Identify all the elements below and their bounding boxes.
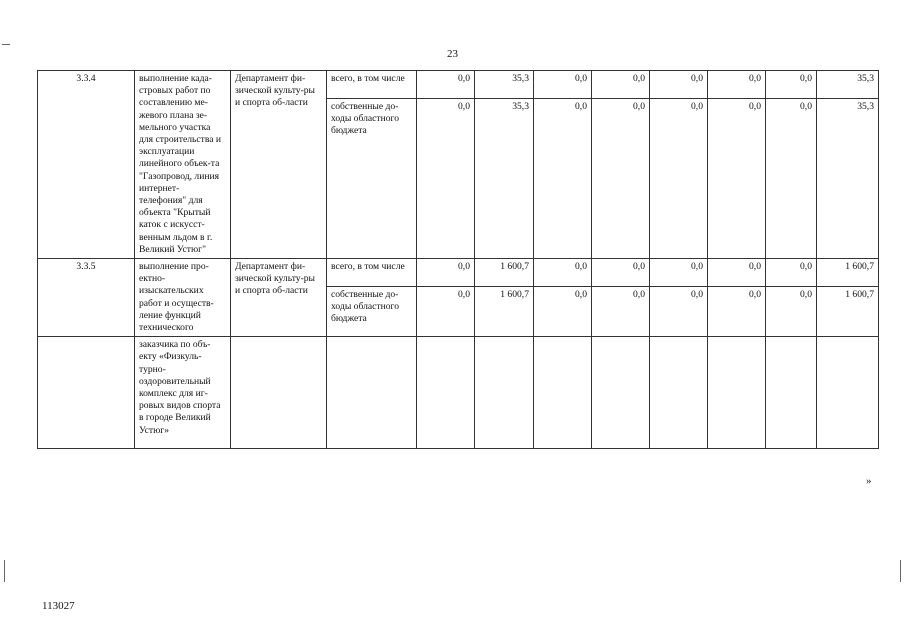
- row-executor: Департамент фи-зической культу-ры и спорта об-ласти: [231, 71, 327, 259]
- value-cell: 0,0: [708, 259, 766, 287]
- value-cell: 1 600,7: [817, 287, 879, 337]
- row-code: 3.3.5: [38, 259, 135, 337]
- value-cell: 35,3: [817, 71, 879, 99]
- value-cell: 0,0: [708, 99, 766, 259]
- table-row: [38, 71, 879, 99]
- funding-source: всего, в том числе: [327, 259, 417, 287]
- row-description-continuation: заказчика по объ-екту «Физкуль-турно-оздоровительный комплекс для иг-ровых видов спорта в городе Великий Устюг»: [135, 337, 231, 449]
- value-cell: 0,0: [534, 71, 592, 99]
- funding-source: всего, в том числе: [327, 71, 417, 99]
- empty-cell: [650, 337, 708, 449]
- value-cell: 0,0: [650, 259, 708, 287]
- page-number: 23: [447, 48, 458, 60]
- value-cell: 0,0: [534, 259, 592, 287]
- value-cell: 0,0: [534, 99, 592, 259]
- row-executor: Департамент фи-зической культу-ры и спорта об-ласти: [231, 259, 327, 337]
- funding-source: собственные до-ходы областного бюджета: [327, 287, 417, 337]
- empty-cell: [475, 337, 534, 449]
- value-cell: 0,0: [417, 71, 475, 99]
- empty-cell: [766, 337, 817, 449]
- value-cell: 0,0: [766, 287, 817, 337]
- closing-quote: »: [866, 475, 872, 487]
- value-cell: 0,0: [766, 99, 817, 259]
- value-cell: 0,0: [766, 71, 817, 99]
- empty-cell: [417, 337, 475, 449]
- empty-cell: [231, 337, 327, 449]
- value-cell: 0,0: [708, 71, 766, 99]
- value-cell: 0,0: [534, 287, 592, 337]
- value-cell: 0,0: [766, 259, 817, 287]
- value-cell: 0,0: [417, 259, 475, 287]
- scan-edge-mark-right: [900, 560, 901, 582]
- value-cell: 35,3: [475, 71, 534, 99]
- funding-source: собственные до-ходы областного бюджета: [327, 99, 417, 259]
- value-cell: 35,3: [475, 99, 534, 259]
- value-cell: 0,0: [417, 287, 475, 337]
- value-cell: 0,0: [592, 287, 650, 337]
- scan-edge-mark-left: [4, 560, 5, 582]
- value-cell: 0,0: [708, 287, 766, 337]
- document-code: 113027: [42, 600, 75, 612]
- row-description: выполнение када-стровых работ по составлению ме-жевого плана зе-мельного участка для строительства и эксплуатации линейного объек-та "Газопровод, линия интернет-телефония" для объекта "Крытый каток с искусст-венным льдом в г. Великий Устюг": [135, 71, 231, 259]
- value-cell: 35,3: [817, 99, 879, 259]
- table-row-continuation: [38, 337, 879, 449]
- value-cell: 0,0: [592, 99, 650, 259]
- value-cell: 0,0: [592, 259, 650, 287]
- value-cell: 1 600,7: [817, 259, 879, 287]
- value-cell: 0,0: [417, 99, 475, 259]
- empty-cell: [817, 337, 879, 449]
- value-cell: 0,0: [650, 287, 708, 337]
- scan-edge-mark-top: [2, 44, 10, 45]
- row-description: выполнение про-ектно-изыскательских работ и осуществ-ление функций технического: [135, 259, 231, 337]
- empty-cell: [592, 337, 650, 449]
- budget-table: [37, 70, 879, 449]
- row-code: 3.3.4: [38, 71, 135, 259]
- value-cell: 1 600,7: [475, 259, 534, 287]
- value-cell: 0,0: [650, 71, 708, 99]
- empty-cell: [38, 337, 135, 449]
- empty-cell: [327, 337, 417, 449]
- value-cell: 0,0: [592, 71, 650, 99]
- table-row: [38, 259, 879, 287]
- empty-cell: [708, 337, 766, 449]
- value-cell: 1 600,7: [475, 287, 534, 337]
- empty-cell: [534, 337, 592, 449]
- value-cell: 0,0: [650, 99, 708, 259]
